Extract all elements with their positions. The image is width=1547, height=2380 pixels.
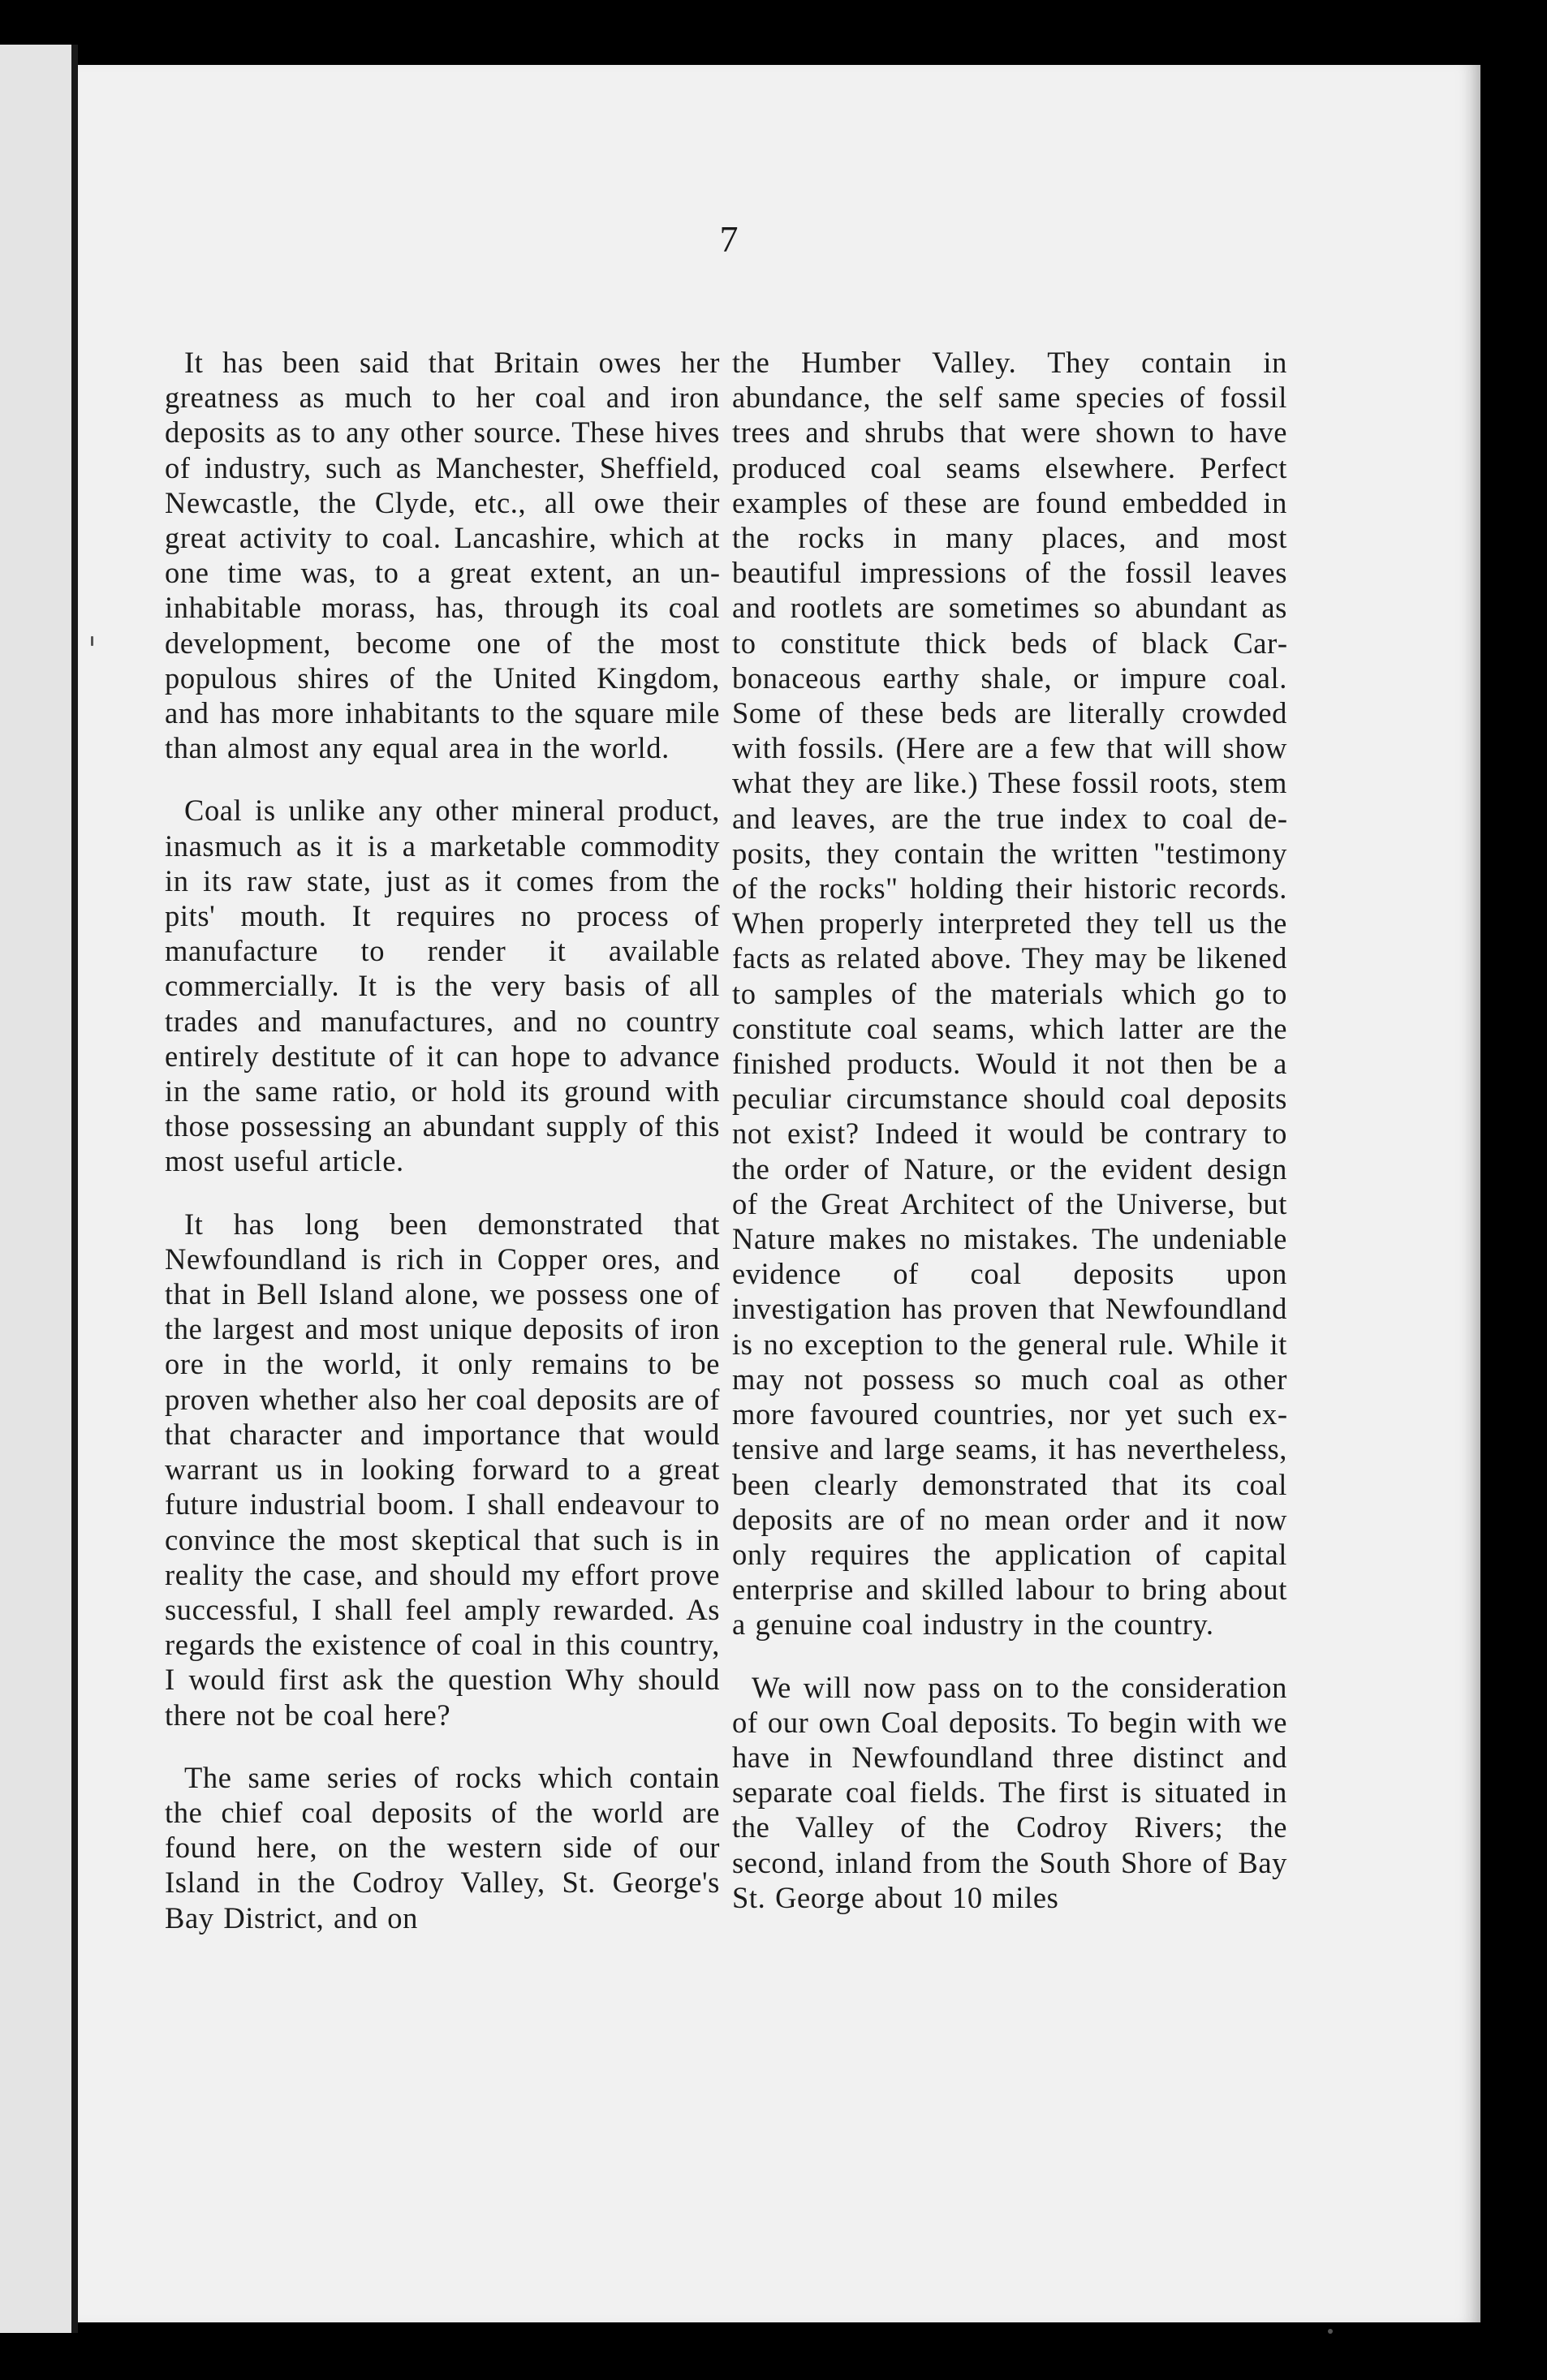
left-text-column xyxy=(165,345,720,1963)
paragraph-coal-unlike: Coal is unlike any other mineral product, inasmuch as it is a marketable commodity in its raw state, just as it comes from the pits' mouth. It requires no process of manufacture to render it available commercially. It is the very basis of all trades and manufactures, and no country entirely destitute of it can hope to advance in the same ratio, or hold its ground with those possessing an abundant supply of this most useful article. xyxy=(165,794,720,1178)
paragraph-coal-fields: We will now pass on to the consideration of our own Coal deposits. To begin with we have in Newfoundland three distinct and separate coal fields. The first is situated in the Valley of the Codroy Rivers; the second, inland from the South Shore of Bay St. George about 10 miles xyxy=(732,1670,1287,1914)
scan-speck xyxy=(1328,2329,1333,2334)
scan-speck xyxy=(91,636,93,646)
paragraph-humber-valley: the Humber Valley. They contain in abundance, the self same species of fossil trees and shrubs that were shown to have produced coal seams elsewhere. Perfect examples of these are found embedded in the rocks in many places, and most beautiful impressions of the fossil leaves and rootlets are sometimes so abundant as to constitute thick beds of black Carbonaceous earthy shale, or impure coal. Some of these beds are literally crowded with fossils. (Here are a few that will show what they are like.) These fossil roots, stem and leaves, are the true index to coal deposits, they contain the written "testimony of the rocks" holding their historic records. When properly interpreted they tell us the facts as related above. They may be likened to samples of the materials which go to constitute coal seams, which latter are the finished products. Would it not then be a peculiar circumstance should coal deposits not exist? Indeed it would be contrary to the order of Nature, or the evident design of the Great Architect of the Universe, but Nature makes no mistakes. The undeniable evidence of coal deposits upon investigation has proven that Newfoundland is no exception to the general rule. While it may not possess so much coal as other more favoured countries, nor yet such extensive and large seams, it has nevertheless, been clearly demonstrated that its coal deposits are of no mean order and it now only requires the application of capital enterprise and skilled labour to bring about a genuine coal industry in the country. xyxy=(732,346,1287,1642)
previous-page-edge xyxy=(0,45,78,2333)
paragraph-same-series: The same series of rocks which contain the chief coal deposits of the world are found here, on the western side of our Island in the Codroy Valley, St. George's Bay District, and on xyxy=(165,1760,720,1935)
page-number: 7 xyxy=(719,218,739,260)
paragraph-britain-coal: It has been said that Britain owes her greatness as much to her coal and iron deposits as to any other source. These hives of industry, such as Manchester, Sheffield, Newcastle, the Clyde, etc., all owe their great activity to coal. Lancashire, which at one time was, to a great extent, an uninhabitable morass, has, through its coal development, become one of the most populous shires of the United Kingdom, and has more inhabitants to the square mile than almost any equal area in the world. xyxy=(165,346,720,765)
paragraph-newfoundland-copper: It has long been demonstrated that Newfoundland is rich in Copper ores, and that in Bell Island alone, we possess one of the largest and most unique deposits of iron ore in the world, it only remains to be proven whether also her coal deposits are of that character and importance that would warrant us in looking forward to a great future industrial boom. I shall endeavour to convince the most skeptical that such is in reality the case, and should my effort prove successful, I shall feel amply rewarded. As regards the existence of coal in this country, I would first ask the question Why should there not be coal here? xyxy=(165,1207,720,1732)
right-text-column xyxy=(732,345,1287,1943)
